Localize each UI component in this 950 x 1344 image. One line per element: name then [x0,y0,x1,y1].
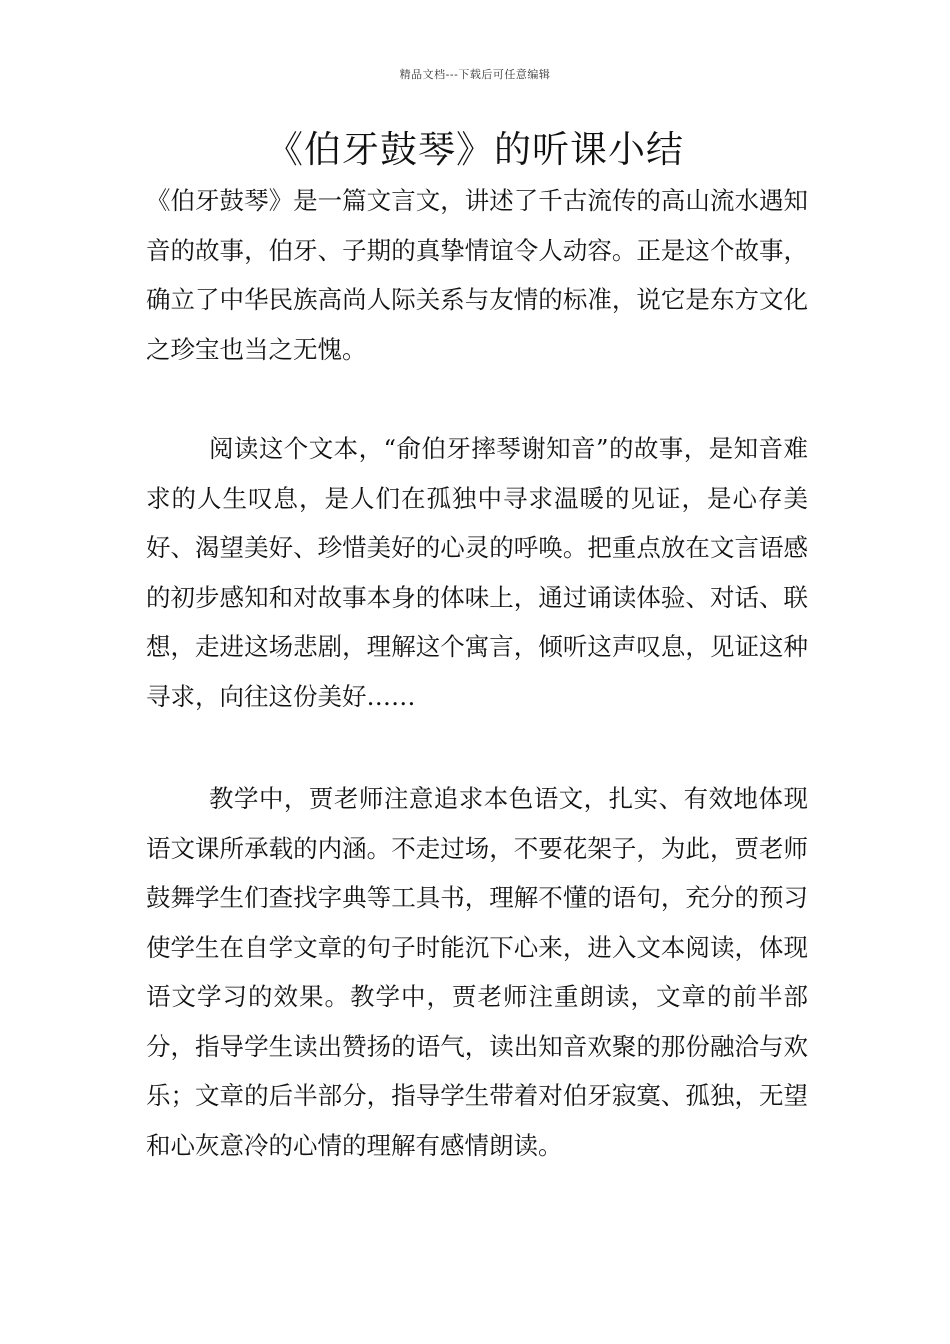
document-title: 《伯牙鼓琴》的听课小结 [266,128,684,171]
paragraph-reading: 阅读这个文本，“俞伯牙摔琴谢知音”的故事，是知音难求的人生叹息，是人们在孤独中寻求温暖的见证，是心存美好、渴望美好、珍惜美好的心灵的呼唤。把重点放在文言语感的初步感知和对故事本身的体味上，通过诵读体验、对话、联想，走进这场悲剧，理解这个寓言，倾听这声叹息，见证这种寻求，向往这份美好…… [146,434,808,711]
paragraph-teaching: 教学中，贾老师注意追求本色语文，扎实、有效地体现语文课所承载的内涵。不走过场，不要花架子，为此，贾老师鼓舞学生们查找字典等工具书，理解不懂的语句，充分的预习使学生在自学文章的句子时能沉下心来，进入文本阅读，体现语文学习的效果。教学中，贾老师注重朗读，文章的前半部分，指导学生读出赞扬的语气，读出知音欢聚的那份融洽与欢乐；文章的后半部分，指导学生带着对伯牙寂寞、孤独，无望和心灰意冷的心情的理解有感情朗读。 [146,784,808,1160]
header-note: 精品文档---下载后可任意编辑 [399,68,551,81]
paragraph-intro: 《伯牙鼓琴》是一篇文言文，讲述了千古流传的高山流水遇知音的故事，伯牙、子期的真挚情谊令人动容。正是这个故事，确立了中华民族高尚人际关系与友情的标准，说它是东方文化之珍宝也当之无愧。 [146,186,808,364]
